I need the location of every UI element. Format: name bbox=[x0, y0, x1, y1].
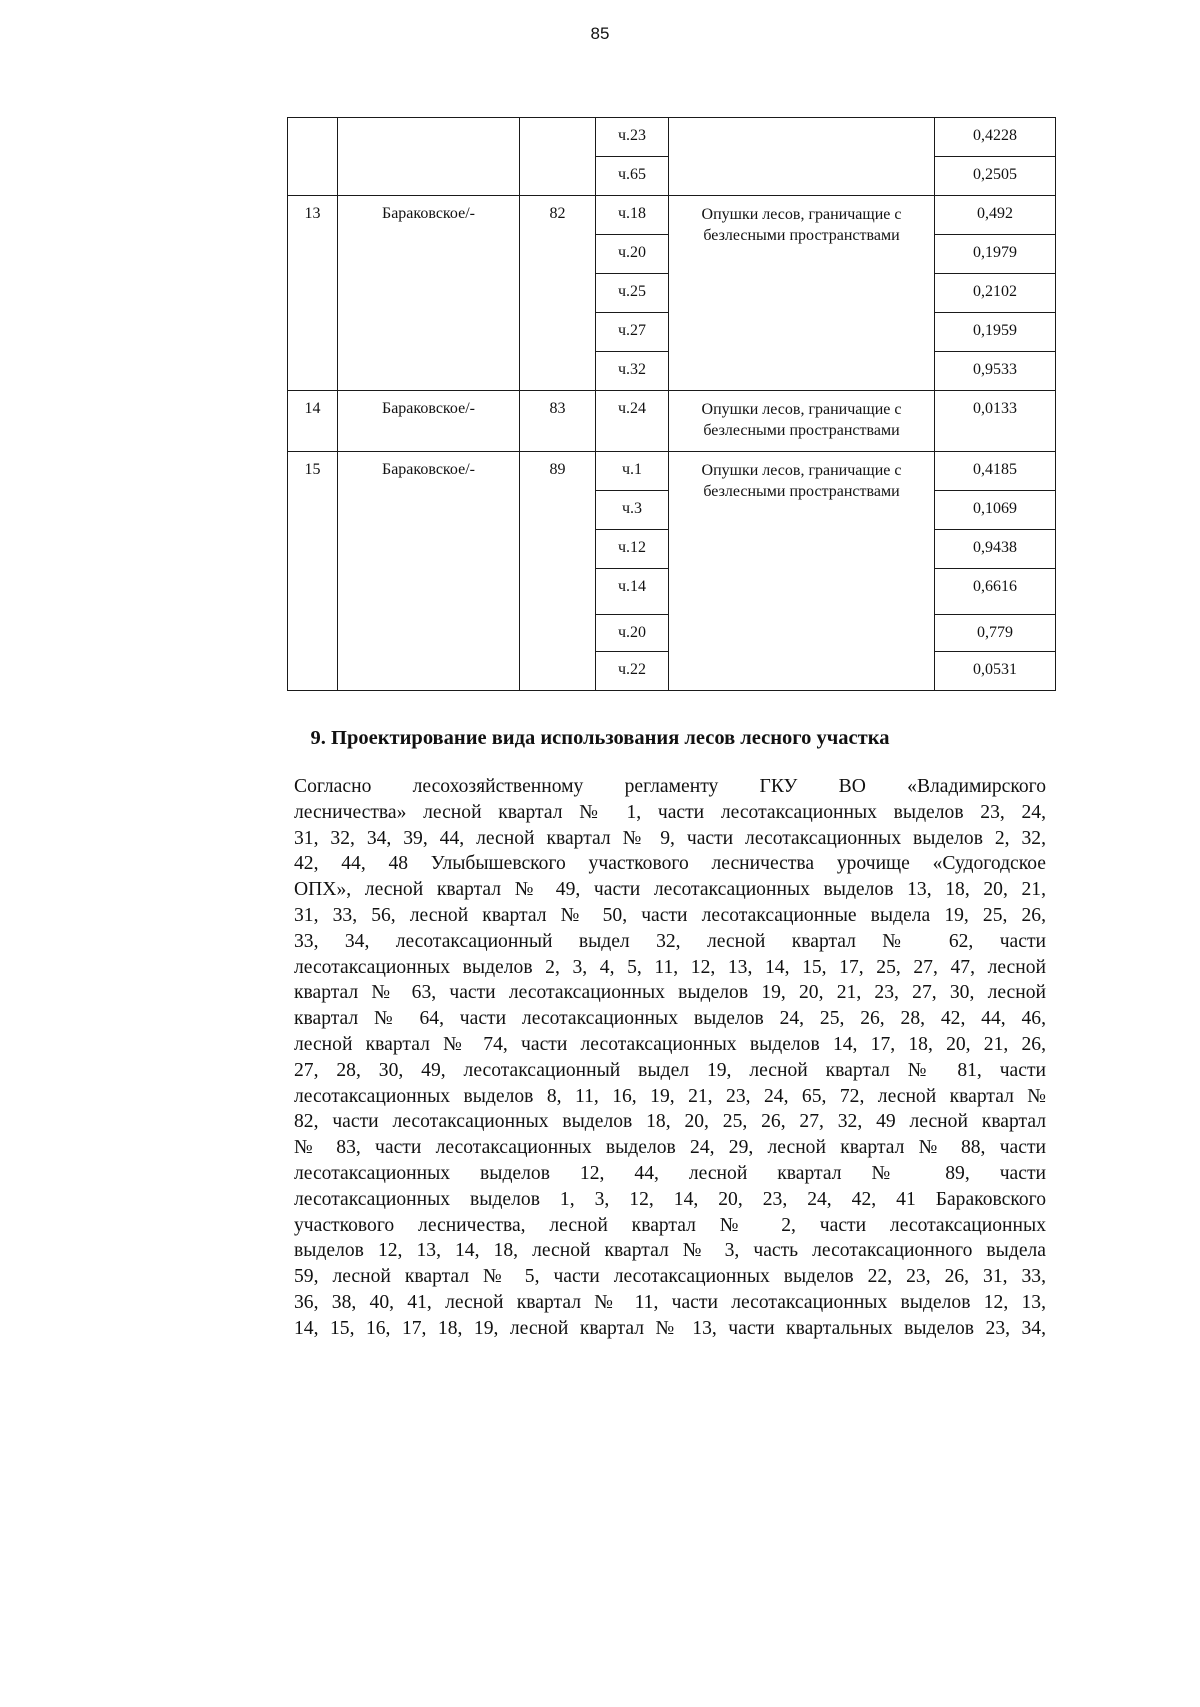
table-row bbox=[288, 196, 1056, 235]
text-line: 14, 15, 16, 17, 18, 19, лесной квартал № 13, части квартальных выделов 23, 34, bbox=[294, 1317, 1046, 1339]
division-cell: ч.22 bbox=[596, 652, 669, 691]
forest-areas-table bbox=[287, 117, 1056, 691]
division-cell: ч.1 bbox=[596, 452, 669, 491]
area-cell: 0,9533 bbox=[935, 352, 1056, 391]
text-line: лесничества» лесной квартал № 1, части лесотаксационных выделов 23, 24, bbox=[294, 801, 1046, 823]
row-number-cell: 13 bbox=[288, 196, 338, 391]
row-number-cell bbox=[288, 118, 338, 196]
text-line: № 83, части лесотаксационных выделов 24, 29, лесной квартал № 88, части bbox=[294, 1137, 1046, 1159]
text-line: лесной квартал № 74, части лесотаксационных выделов 14, 17, 18, 20, 21, 26, bbox=[294, 1033, 1046, 1055]
area-cell: 0,0133 bbox=[935, 391, 1056, 452]
division-cell: ч.23 bbox=[596, 118, 669, 157]
forestry-cell bbox=[338, 118, 520, 196]
purpose-cell: Опушки лесов, граничащие с безлесными пространствами bbox=[669, 391, 935, 452]
table-row bbox=[288, 452, 1056, 491]
text-line: 27, 28, 30, 49, лесотаксационный выдел 19, лесной квартал № 81, части bbox=[294, 1059, 1046, 1081]
text-line: выделов 12, 13, 14, 18, лесной квартал № 3, часть лесотаксационного выдела bbox=[294, 1240, 1046, 1262]
table-row bbox=[288, 391, 1056, 452]
area-cell: 0,4185 bbox=[935, 452, 1056, 491]
row-number-cell: 15 bbox=[288, 452, 338, 691]
division-cell: ч.32 bbox=[596, 352, 669, 391]
text-line: 33, 34, лесотаксационный выдел 32, лесной квартал № 62, части bbox=[294, 930, 1046, 952]
table-row bbox=[288, 118, 1056, 157]
quarter-cell bbox=[520, 118, 596, 196]
section-title: 9. Проектирование вида использования лесов лесного участка bbox=[310, 727, 890, 749]
text-line: 36, 38, 40, 41, лесной квартал № 11, части лесотаксационных выделов 12, 13, bbox=[294, 1291, 1046, 1313]
quarter-cell: 83 bbox=[520, 391, 596, 452]
division-cell: ч.14 bbox=[596, 569, 669, 615]
area-cell: 0,0531 bbox=[935, 652, 1056, 691]
division-cell: ч.20 bbox=[596, 235, 669, 274]
text-line: 42, 44, 48 Улыбышевского участкового лесничества урочище «Судогодское bbox=[294, 853, 1046, 875]
division-cell: ч.24 bbox=[596, 391, 669, 452]
text-line: 31, 32, 34, 39, 44, лесной квартал № 9, части лесотаксационных выделов 2, 32, bbox=[294, 827, 1046, 849]
text-line: ОПХ», лесной квартал № 49, части лесотаксационных выделов 13, 18, 20, 21, bbox=[294, 879, 1046, 901]
text-line: 82, части лесотаксационных выделов 18, 20, 25, 26, 27, 32, 49 лесной квартал bbox=[294, 1111, 1046, 1133]
forestry-cell: Бараковское/- bbox=[338, 196, 520, 391]
text-line: лесотаксационных выделов 12, 44, лесной квартал № 89, части bbox=[294, 1162, 1046, 1184]
row-number-cell: 14 bbox=[288, 391, 338, 452]
purpose-cell: Опушки лесов, граничащие с безлесными пространствами bbox=[669, 196, 935, 391]
purpose-cell bbox=[669, 118, 935, 196]
page-number: 85 bbox=[590, 24, 610, 43]
section-body bbox=[294, 774, 1046, 1342]
division-cell: ч.12 bbox=[596, 530, 669, 569]
quarter-cell: 89 bbox=[520, 452, 596, 691]
area-cell: 0,2102 bbox=[935, 274, 1056, 313]
division-cell: ч.3 bbox=[596, 491, 669, 530]
area-cell: 0,1959 bbox=[935, 313, 1056, 352]
purpose-cell: Опушки лесов, граничащие с безлесными пространствами bbox=[669, 452, 935, 691]
area-cell: 0,9438 bbox=[935, 530, 1056, 569]
division-cell: ч.18 bbox=[596, 196, 669, 235]
text-line: Согласно лесохозяйственному регламенту ГКУ ВО «Владимирского bbox=[294, 776, 1046, 797]
division-cell: ч.20 bbox=[596, 615, 669, 652]
quarter-cell: 82 bbox=[520, 196, 596, 391]
text-line: участкового лесничества, лесной квартал № 2, части лесотаксационных bbox=[294, 1214, 1046, 1236]
area-cell: 0,6616 bbox=[935, 569, 1056, 615]
forestry-cell: Бараковское/- bbox=[338, 391, 520, 452]
division-cell: ч.27 bbox=[596, 313, 669, 352]
text-line: лесотаксационных выделов 1, 3, 12, 14, 20, 23, 24, 42, 41 Бараковского bbox=[294, 1188, 1046, 1210]
division-cell: ч.65 bbox=[596, 157, 669, 196]
text-line: 31, 33, 56, лесной квартал № 50, части лесотаксационные выдела 19, 25, 26, bbox=[294, 904, 1046, 926]
area-cell: 0,4228 bbox=[935, 118, 1056, 157]
area-cell: 0,2505 bbox=[935, 157, 1056, 196]
text-line: лесотаксационных выделов 2, 3, 4, 5, 11, 12, 13, 14, 15, 17, 25, 27, 47, лесной bbox=[294, 956, 1046, 978]
text-line: 59, лесной квартал № 5, части лесотаксационных выделов 22, 23, 26, 31, 33, bbox=[294, 1266, 1046, 1288]
text-line: квартал № 63, части лесотаксационных выделов 19, 20, 21, 23, 27, 30, лесной bbox=[294, 982, 1046, 1004]
forestry-cell: Бараковское/- bbox=[338, 452, 520, 691]
text-line: лесотаксационных выделов 8, 11, 16, 19, 21, 23, 24, 65, 72, лесной квартал № bbox=[294, 1085, 1046, 1107]
area-cell: 0,779 bbox=[935, 615, 1056, 652]
area-cell: 0,1069 bbox=[935, 491, 1056, 530]
area-cell: 0,1979 bbox=[935, 235, 1056, 274]
division-cell: ч.25 bbox=[596, 274, 669, 313]
area-cell: 0,492 bbox=[935, 196, 1056, 235]
text-line: квартал № 64, части лесотаксационных выделов 24, 25, 26, 28, 42, 44, 46, bbox=[294, 1008, 1046, 1030]
